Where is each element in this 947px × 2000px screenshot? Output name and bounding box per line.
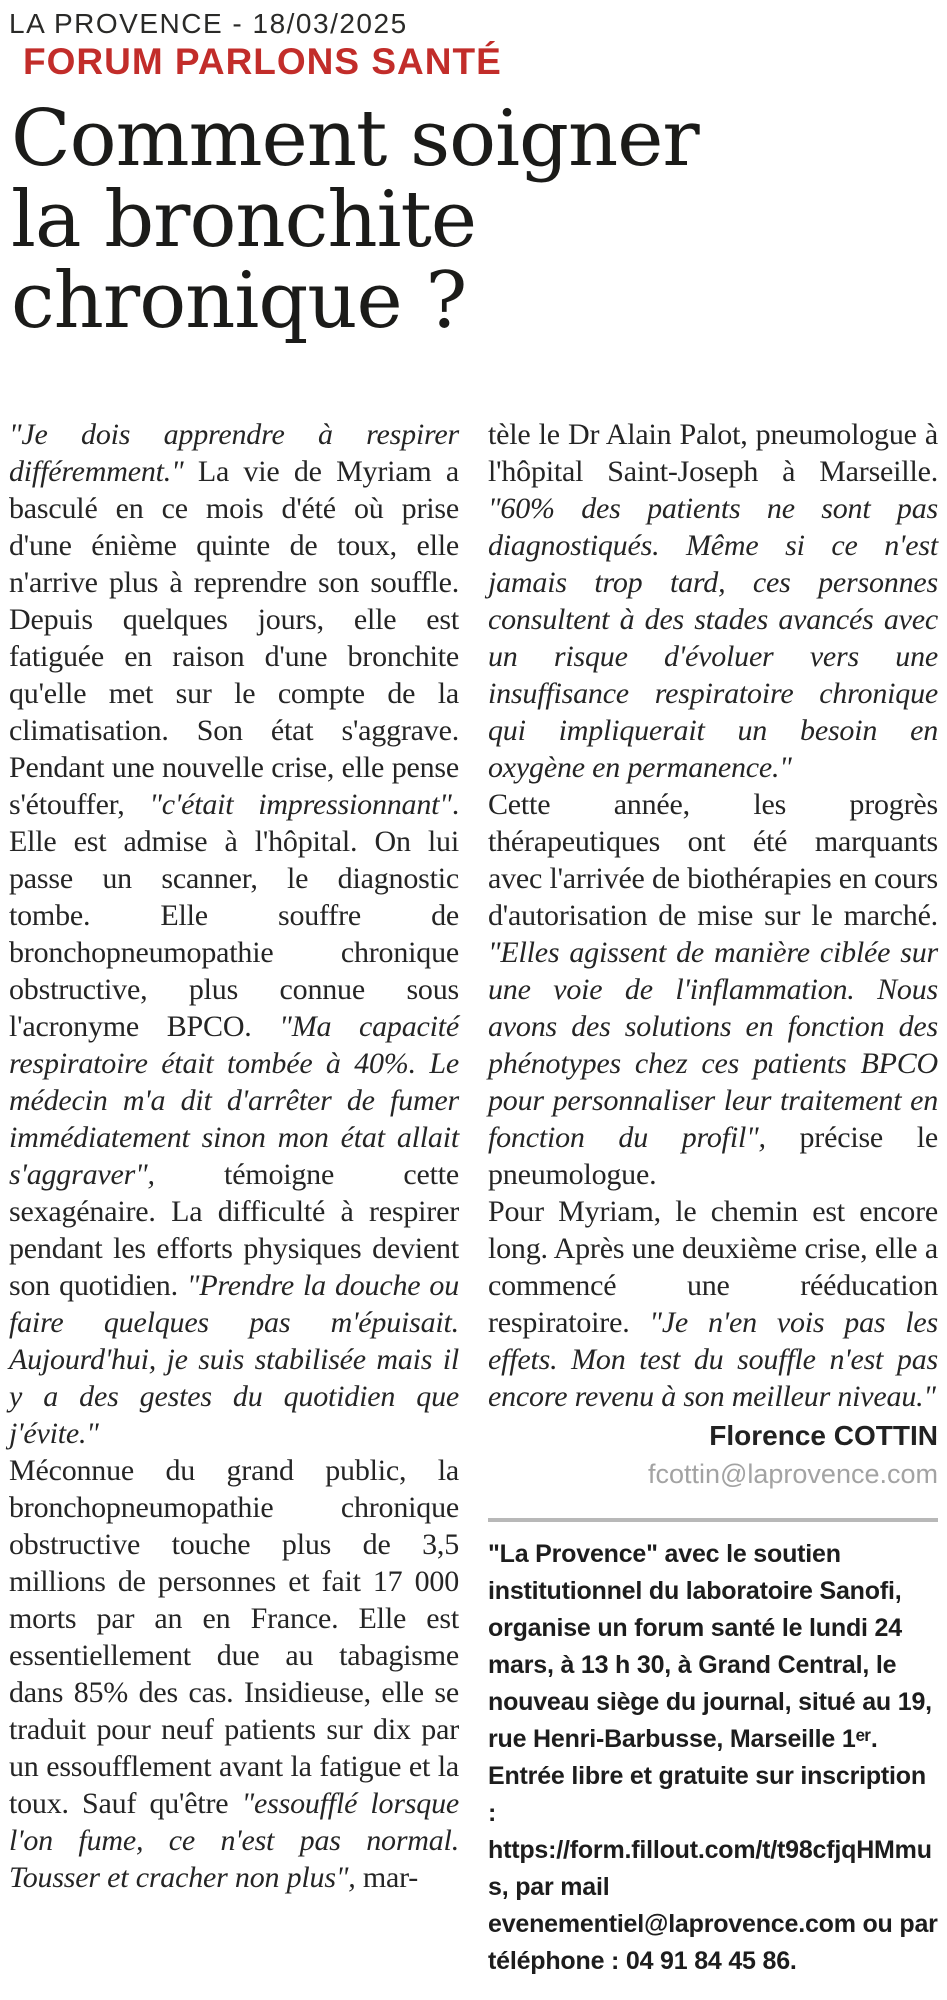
column-right-text <box>488 416 938 1415</box>
paragraph <box>488 416 938 786</box>
quote-text: "Je dois apprendre à respirer différemment." <box>9 418 459 489</box>
article-headline: Comment soigner la bronchite chronique ? <box>11 93 699 347</box>
quote-text: "Ma capacité respiratoire était tombée à 40%. Le médecin m'a dit d'arrêter de fumer immédiatement sinon mon état allait s'aggraver", <box>9 1010 460 1192</box>
body-text: Cette année, les progrès thérapeutiques ont été marquants avec l'arrivée de biothérapies en cours d'autorisation de mise sur le marché. <box>488 788 938 933</box>
section-label: FORUM PARLONS SANTÉ <box>23 41 502 83</box>
paragraph <box>9 1452 459 1896</box>
divider-rule <box>488 1518 938 1522</box>
quote-text: "Prendre la douche ou faire quelques pas m'épuisait. Aujourd'hui, je suis stabilisée mais il y a des gestes du quotidien que j'évite." <box>9 1269 459 1451</box>
body-text: . Elle est admise à l'hôpital. On lui passe un scanner, le diagnostic tombe. Elle souffre de bronchopneumopathie chronique obstructive, plus connue sous l'acronyme BPCO. <box>9 788 459 1044</box>
byline-author: Florence COTTIN <box>709 1420 938 1452</box>
byline-email: fcottin@laprovence.com <box>647 1459 938 1490</box>
body-text: Méconnue du grand public, la bronchopneumopathie chronique obstructive touche plus de 3,5 millions de personnes et fait 17 000 morts par an en France. Elle est essentiellement due au tabagisme dans 85% des cas. Insidieuse, elle se traduit pour neuf patients sur dix par un essoufflement avant la fatigue et la toux. Sauf qu'être <box>9 1454 459 1821</box>
quote-text: "Elles agissent de manière ciblée sur une voie de l'inflammation. Nous avons des solutions en fonction des phénotypes chez ces patients BPCO pour personnaliser leur traitement en fonction du profil", <box>488 936 938 1155</box>
article-body <box>9 416 938 1980</box>
source-line: LA PROVENCE - 18/03/2025 <box>9 8 408 39</box>
quote-text: "60% des patients ne sont pas diagnostiqués. Même si ce n'est jamais trop tard, ces personnes consultent à des stades avancés avec un risque d'évoluer vers une insuffisance respiratoire chronique qui impliquerait un besoin en oxygène en permanence." <box>488 492 938 785</box>
column-right <box>488 416 938 1980</box>
body-text: Pour Myriam, le chemin est encore long. Après une deuxième crise, elle a commencé une rééducation respiratoire. <box>488 1195 938 1340</box>
body-text: La vie de Myriam a basculé en ce mois d'été où prise d'une énième quinte de toux, elle n'arrive plus à reprendre son souffle. Depuis quelques jours, elle est fatiguée en raison d'une bronchite qu'elle met sur le compte de la climatisation. Son état s'aggrave. Pendant une nouvelle crise, elle pense s'étouffer, <box>9 455 459 822</box>
quote-text: "essoufflé lorsque l'on fume, ce n'est pas normal. Tousser et cracher non plus", <box>9 1787 459 1895</box>
paragraph <box>488 1193 938 1415</box>
quote-text: "Je n'en vois pas les effets. Mon test du souffle n'est pas encore revenu à son meilleur niveau." <box>488 1306 938 1414</box>
body-text: témoigne cette sexagénaire. La difficulté à respirer pendant les efforts physiques devient son quotidien. <box>9 1158 459 1303</box>
paragraph <box>488 786 938 1193</box>
quote-text: "c'était impressionnant" <box>149 788 452 822</box>
event-note: "La Provence" avec le soutien institutionnel du laboratoire Sanofi, organise un forum santé le lundi 24 mars, à 13 h 30, à Grand Central, le nouveau siège du journal, situé au 19, rue Henri-Barbusse, Marseille 1ᵉʳ. Entrée libre et gratuite sur inscription : https://form.fillout.com/t/t98cfjqHMmus, par mail evenementiel@laprovence.com ou par téléphone : 04 91 84 45 86. <box>488 1540 938 1976</box>
column-left <box>9 416 459 1896</box>
paragraph <box>9 416 459 1452</box>
body-text: tèle le Dr Alain Palot, pneumologue à l'hôpital Saint-Joseph à Marseille. <box>488 418 938 489</box>
body-text: mar- <box>355 1861 419 1895</box>
body-text: précise le pneumologue. <box>488 1121 938 1192</box>
